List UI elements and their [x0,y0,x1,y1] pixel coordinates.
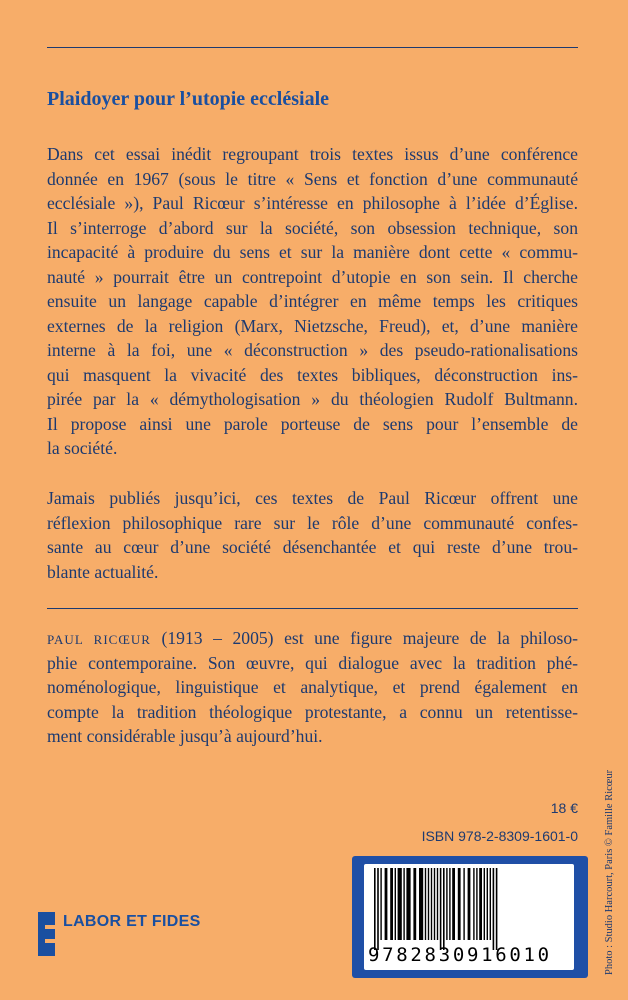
photo-credit: Photo : Studio Harcourt, Paris © Famille Ricœur [604,769,615,975]
author-name: PAUL RICŒUR [47,632,151,647]
bio-line: compte la tradition théologique protestante, a connu un retentisse- [47,701,578,722]
paragraph-1-line: interne à la foi, une « déconstruction » des pseudo-rationalisations [47,340,578,360]
photo-credit-container [604,700,618,975]
description-paragraph-1 [47,142,578,461]
publisher-name: LABOR ET FIDES [63,913,201,930]
description-paragraph-2 [47,486,578,584]
barcode-panel [352,856,588,978]
top-divider [47,47,578,48]
paragraph-2-line: Jamais publiés jusqu’ici, ces textes de Paul Ricœur offrent une [47,488,578,508]
paragraph-1-line: nauté » pourrait être un contrepoint d’utopie en son sein. Il cherche [47,266,578,287]
paragraph-1-line: la société. [47,438,118,458]
paragraph-1-line: incapacité à produire du sens et sur la manière dont cette « commu- [47,242,578,262]
bio-line: PAUL RICŒUR (1913 – 2005) est une figure majeure de la philoso- [47,628,578,648]
paragraph-1-line: Dans cet essai inédit regroupant trois textes issus d’une conférence [47,144,578,164]
paragraph-1-line: donnée en 1967 (sous le titre « Sens et fonction d’une communauté [47,168,578,189]
author-bio [47,626,578,749]
paragraph-1-line: Il s’interroge d’abord sur la société, son obsession technique, son [47,217,578,238]
paragraph-2-line: blante actualité. [47,561,159,582]
isbn: ISBN 978-2-8309-1601-0 [421,828,578,844]
paragraph-2-line: sante au cœur d’une société désenchantée et qui reste d’une trou- [47,537,578,557]
bio-line: noménologique, linguistique et analytique, et prend également en [47,677,578,697]
paragraph-1-line: externes de la religion (Marx, Nietzsche, Freud), et, d’une manière [47,315,578,336]
paragraph-1-line: ecclésiale »), Paul Ricœur s’intéresse en philosophe à l’idée d’Église. [47,193,578,213]
bio-line: ment considérable jusqu’à aujourd’hui. [47,726,323,746]
paragraph-1-line: qui masquent la vivacité des textes bibliques, déconstruction ins- [47,364,578,385]
book-title: Plaidoyer pour l’utopie ecclésiale [47,88,330,110]
middle-divider [47,608,578,609]
paragraph-1-line: ensuite un langage capable d’intégrer en même temps les critiques [47,291,578,311]
publisher-logo-icon [38,912,55,956]
paragraph-1-line: Il propose ainsi une parole porteuse de sens pour l’ensemble de [47,413,578,434]
barcode-digits: 9782830916010 [368,944,552,966]
paragraph-2-line: réflexion philosophique rare sur le rôle d’une communauté confes- [47,512,578,533]
price: 18 € [550,800,578,816]
barcode [364,864,574,970]
paragraph-1-line: pirée par la « démythologisation » du théologien Rudolf Bultmann. [47,389,578,409]
bio-line: phie contemporaine. Son œuvre, qui dialogue avec la tradition phé- [47,652,578,673]
